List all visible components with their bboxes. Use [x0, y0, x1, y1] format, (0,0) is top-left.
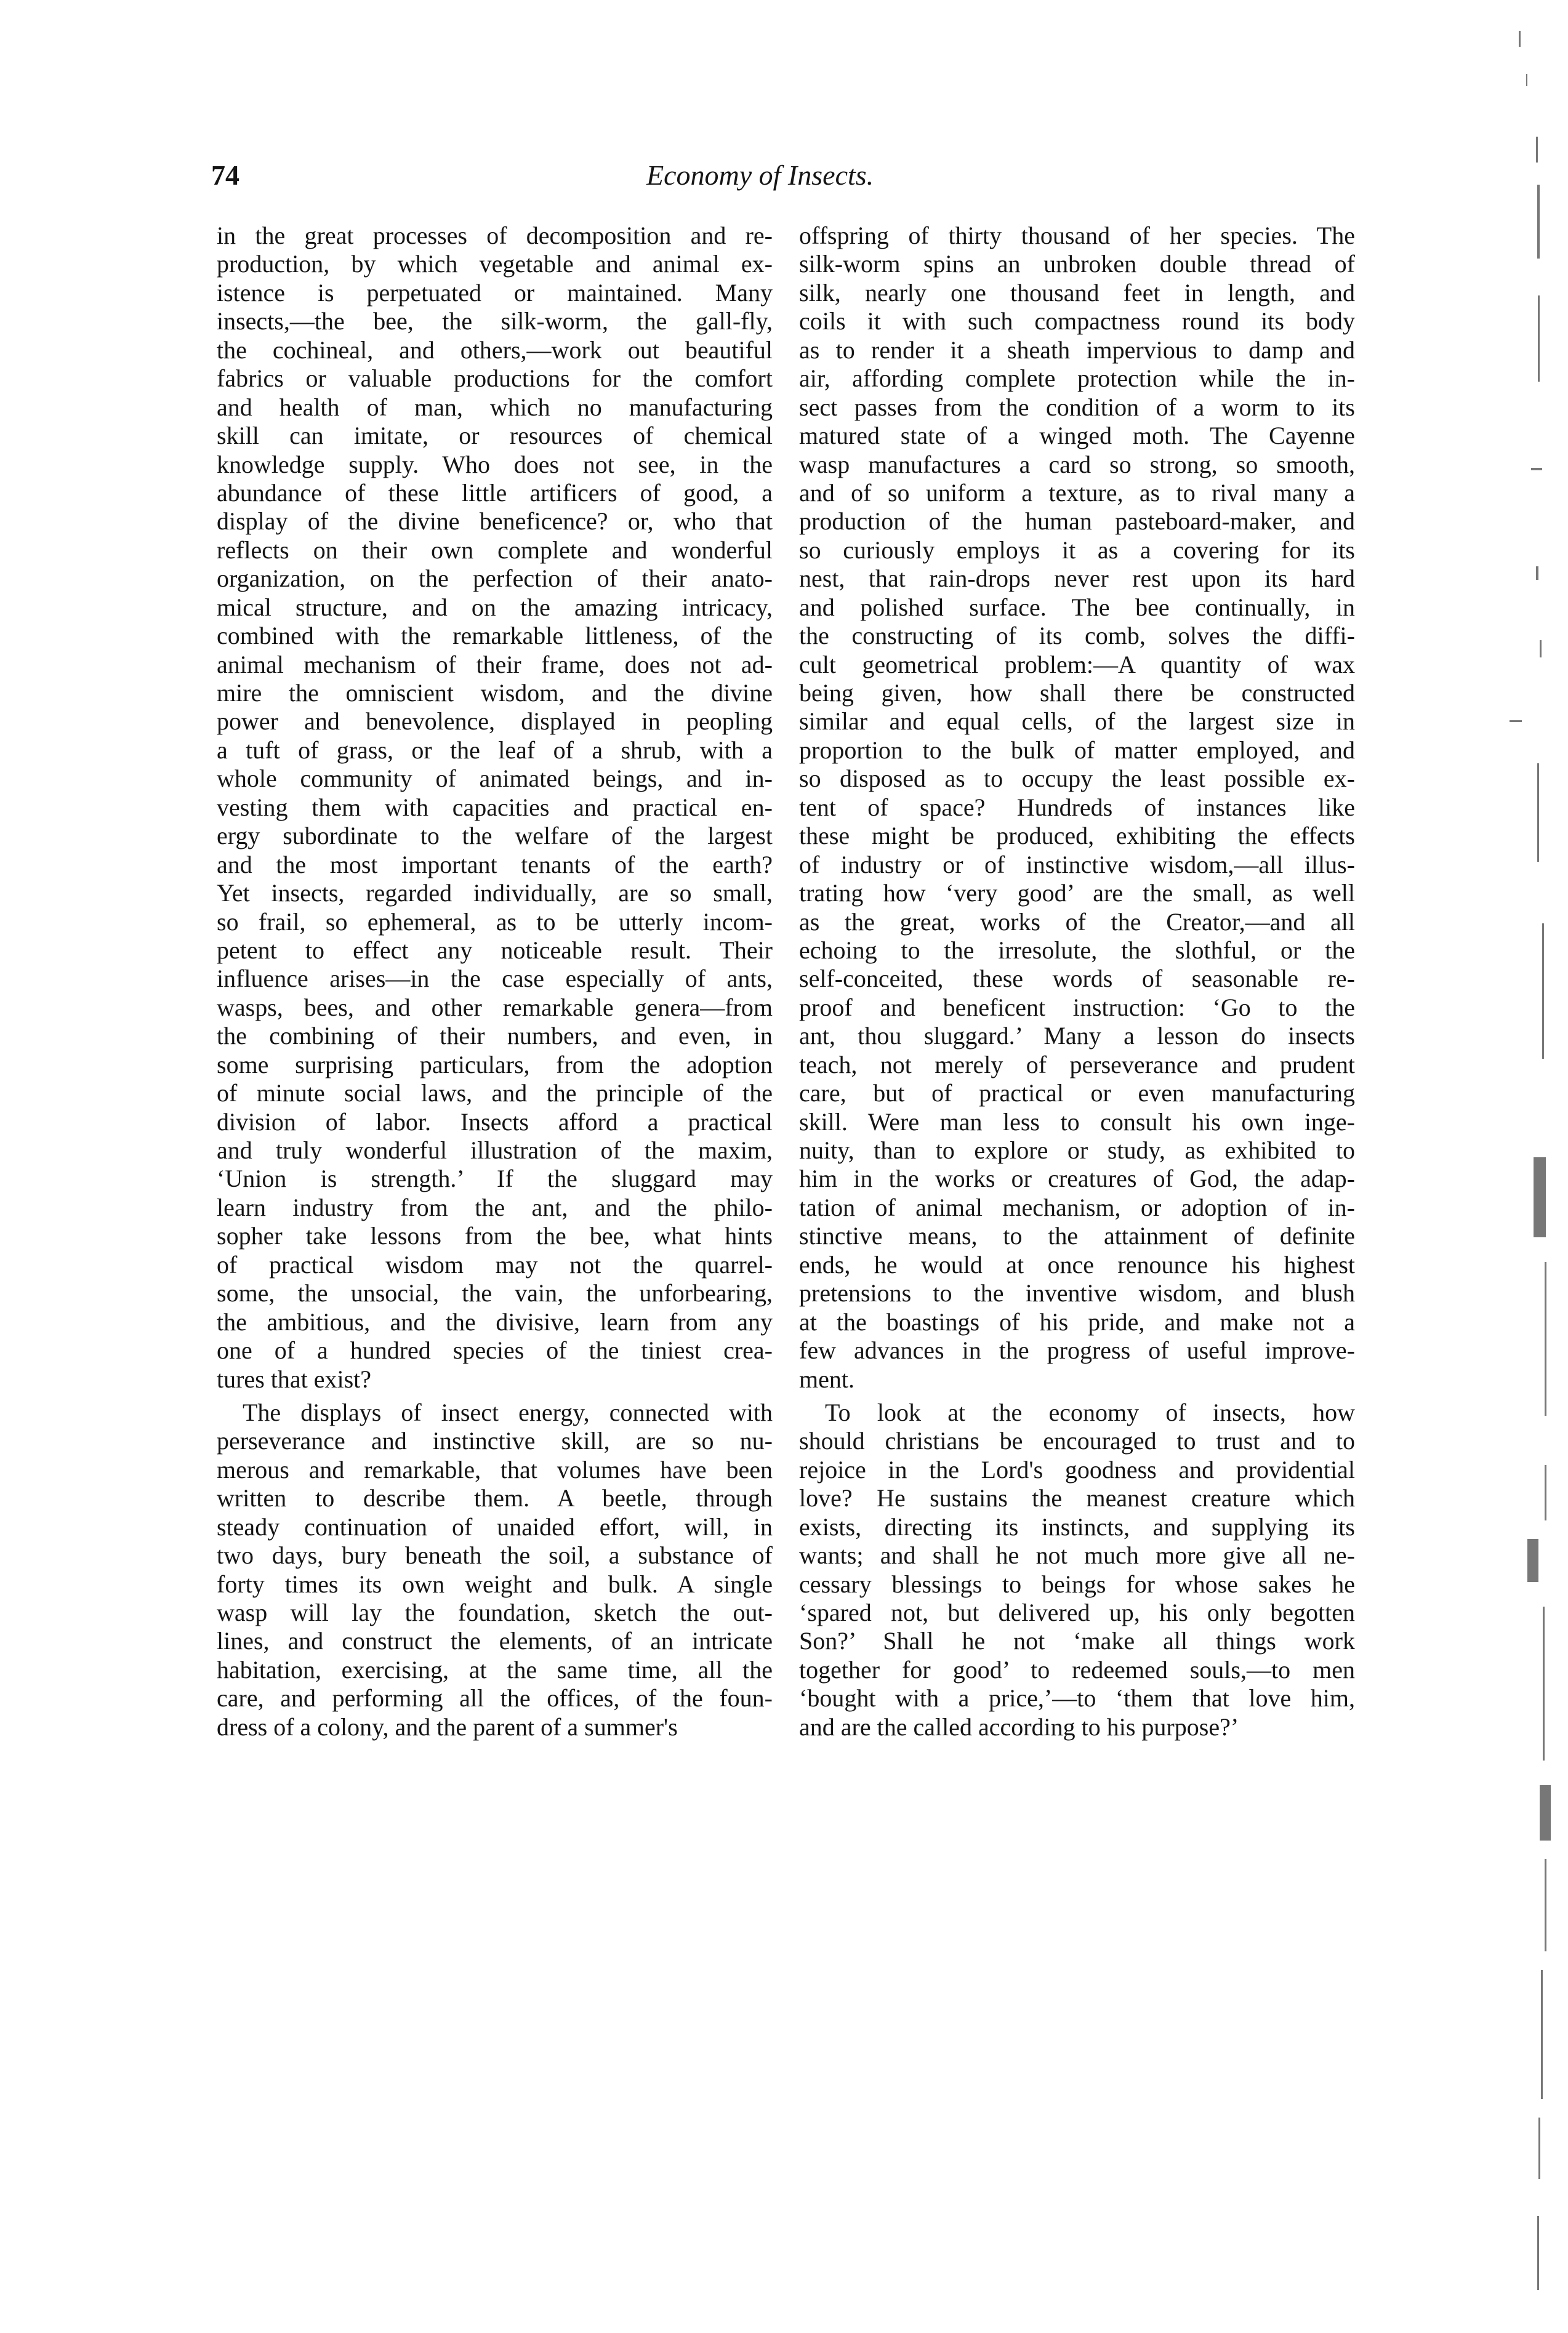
text-line: cult geometrical problem:—A quantity of wax — [799, 650, 1355, 678]
text-line: wasp will lay the foundation, sketch the out- — [217, 1599, 773, 1626]
text-line: nuity, than to explore or study, as exhibited to — [799, 1136, 1355, 1164]
text-line: ‘Union is strength.’ If the sluggard may — [217, 1165, 773, 1193]
scan-speckle-group — [1510, 31, 1551, 2290]
text-line: sopher take lessons from the bee, what hints — [217, 1222, 773, 1250]
text-line: merous and remarkable, that volumes have been — [217, 1455, 773, 1484]
text-line: The displays of insect energy, connected with — [243, 1398, 773, 1426]
text-line: similar and equal cells, of the largest size in — [799, 707, 1355, 736]
text-line: and polished surface. The bee continually, in — [799, 593, 1355, 621]
text-line: the ambitious, and the divisive, learn from any — [217, 1307, 773, 1336]
text-line: and truly wonderful illustration of the maxim, — [217, 1136, 773, 1164]
text-line: teach, not merely of perseverance and prudent — [799, 1050, 1355, 1078]
text-line: proof and beneficent instruction: ‘Go to the — [799, 993, 1355, 1021]
text-line: steady continuation of unaided effort, will, in — [217, 1512, 773, 1541]
text-line: forty times its own weight and bulk. A single — [217, 1570, 773, 1598]
text-line: so disposed as to occupy the least possible ex- — [799, 765, 1355, 793]
text-line: care, and performing all the offices, of the foun- — [217, 1684, 773, 1713]
text-line: being given, how shall there be constructed — [799, 679, 1355, 707]
running-head: Economy of Insects. — [646, 159, 874, 191]
text-line: the cochineal, and others,—work out beautiful — [217, 335, 773, 364]
text-line: power and benevolence, displayed in peopling — [217, 707, 773, 736]
text-line: combined with the remarkable littleness, of the — [217, 622, 773, 650]
text-line: vesting them with capacities and practical en- — [217, 793, 773, 821]
text-line: self-conceited, these words of seasonable re- — [799, 965, 1355, 993]
text-line: ends, he would at once renounce his highest — [799, 1250, 1355, 1279]
text-line: silk-worm spins an unbroken double thread of — [799, 250, 1355, 278]
text-line: istence is perpetuated or maintained. Many — [217, 278, 773, 307]
text-line: petent to effect any noticeable result. Their — [217, 936, 773, 964]
text-line: some surprising particulars, from the adoption — [217, 1050, 773, 1078]
text-line: habitation, exercising, at the same time, all the — [217, 1655, 773, 1684]
text-line: silk, nearly one thousand feet in length, and — [799, 278, 1355, 307]
text-line: organization, on the perfection of their anato- — [217, 564, 773, 593]
text-line: wasps, bees, and other remarkable genera—from — [217, 993, 773, 1021]
page-number: 74 — [211, 159, 239, 191]
text-line: should christians be encouraged to trust and to — [799, 1427, 1355, 1455]
text-line: Yet insects, regarded individually, are so small, — [217, 879, 773, 907]
text-line: tation of animal mechanism, or adoption of in- — [799, 1193, 1355, 1221]
text-line: ‘bought with a price,’—to ‘them that love him, — [799, 1684, 1355, 1713]
page-edge-scan-noise — [1500, 0, 1568, 2333]
text-line: air, affording complete protection while the in- — [799, 364, 1355, 393]
text-line: him in the works or creatures of God, the adap- — [799, 1165, 1355, 1193]
text-line: pretensions to the inventive wisdom, and blush — [799, 1279, 1355, 1307]
text-line: some, the unsocial, the vain, the unforbearing, — [217, 1279, 773, 1307]
text-line: offspring of thirty thousand of her species. The — [799, 222, 1355, 249]
text-line: trating how ‘very good’ are the small, as well — [799, 879, 1355, 907]
text-line: two days, bury beneath the soil, a substance of — [217, 1541, 773, 1570]
text-line: perseverance and instinctive skill, are so nu- — [217, 1427, 773, 1455]
text-line: insects,—the bee, the silk-worm, the gall-fly, — [217, 307, 773, 335]
text-line: ment. — [799, 1365, 854, 1393]
text-line: stinctive means, to the attainment of definite — [799, 1222, 1355, 1250]
text-line: as to render it a sheath impervious to damp and — [799, 335, 1355, 364]
right-text-column — [799, 222, 1355, 1741]
text-line: the constructing of its comb, solves the diffi- — [799, 622, 1355, 650]
text-line: and health of man, which no manufacturing — [217, 393, 773, 421]
text-line: in the great processes of decomposition and re- — [217, 222, 773, 249]
text-line: dress of a colony, and the parent of a summer's — [217, 1713, 678, 1741]
text-line: coils it with such compactness round its body — [799, 307, 1355, 335]
text-line: animal mechanism of their frame, does not ad- — [217, 650, 773, 678]
text-line: fabrics or valuable productions for the comfort — [217, 364, 773, 393]
text-line: rejoice in the Lord's goodness and providential — [799, 1455, 1355, 1484]
text-line: To look at the economy of insects, how — [825, 1398, 1355, 1426]
text-line: cessary blessings to beings for whose sakes he — [799, 1570, 1355, 1598]
text-line: and the most important tenants of the earth? — [217, 850, 773, 878]
text-line: as the great, works of the Creator,—and all — [799, 907, 1355, 936]
text-line: care, but of practical or even manufacturing — [799, 1079, 1355, 1107]
text-line: wasp manufactures a card so strong, so smooth, — [799, 450, 1355, 478]
text-line: of industry or of instinctive wisdom,—all illus- — [799, 850, 1355, 878]
text-line: matured state of a winged moth. The Cayenne — [799, 422, 1355, 450]
text-line: mire the omniscient wisdom, and the divine — [217, 679, 773, 707]
text-line: display of the divine beneficence? or, who that — [217, 507, 773, 536]
text-line: abundance of these little artificers of good, a — [217, 478, 773, 507]
text-line: the combining of their numbers, and even, in — [217, 1022, 773, 1050]
text-line: and of so uniform a texture, as to rival many a — [799, 478, 1355, 507]
text-line: a tuft of grass, or the leaf of a shrub, with a — [217, 736, 773, 764]
text-line: these might be produced, exhibiting the effects — [799, 822, 1355, 850]
text-line: so frail, so ephemeral, as to be utterly incom- — [217, 907, 773, 936]
text-line: learn industry from the ant, and the philo- — [217, 1193, 773, 1221]
text-line: division of labor. Insects afford a practical — [217, 1107, 773, 1136]
text-line: influence arises—in the case especially of ants, — [217, 965, 773, 993]
text-line: sect passes from the condition of a worm to its — [799, 393, 1355, 421]
text-line: ergy subordinate to the welfare of the largest — [217, 822, 773, 850]
text-line: knowledge supply. Who does not see, in the — [217, 450, 773, 478]
text-line: so curiously employs it as a covering for its — [799, 536, 1355, 564]
text-line: few advances in the progress of useful improve- — [799, 1336, 1355, 1365]
left-text-column — [217, 222, 773, 1741]
text-line: at the boastings of his pride, and make not a — [799, 1307, 1355, 1336]
text-line: nest, that rain-drops never rest upon its hard — [799, 564, 1355, 593]
text-line: and are the called according to his purpose?’ — [799, 1713, 1239, 1741]
text-line: of practical wisdom may not the quarrel- — [217, 1250, 773, 1279]
text-line: lines, and construct the elements, of an intricate — [217, 1627, 773, 1655]
text-line: production, by which vegetable and animal ex- — [217, 250, 773, 278]
text-line: tures that exist? — [217, 1365, 372, 1393]
text-line: reflects on their own complete and wonderful — [217, 536, 773, 564]
text-line: skill can imitate, or resources of chemical — [217, 422, 773, 450]
text-line: Son?’ Shall he not ‘make all things work — [799, 1627, 1355, 1655]
text-line: together for good’ to redeemed souls,—to men — [799, 1655, 1355, 1684]
text-line: proportion to the bulk of matter employed, and — [799, 736, 1355, 764]
text-line: of minute social laws, and the principle of the — [217, 1079, 773, 1107]
text-line: skill. Were man less to consult his own inge- — [799, 1107, 1355, 1136]
text-line: whole community of animated beings, and in- — [217, 765, 773, 793]
text-line: tent of space? Hundreds of instances like — [799, 793, 1355, 821]
text-line: one of a hundred species of the tiniest crea- — [217, 1336, 773, 1365]
text-line: production of the human pasteboard-maker, and — [799, 507, 1355, 536]
text-line: wants; and shall he not much more give all ne- — [799, 1541, 1355, 1570]
text-line: ‘spared not, but delivered up, his only begotten — [799, 1599, 1355, 1626]
text-line: written to describe them. A beetle, through — [217, 1484, 773, 1512]
text-line: echoing to the irresolute, the slothful, or the — [799, 936, 1355, 964]
text-line: ant, thou sluggard.’ Many a lesson do insects — [799, 1022, 1355, 1050]
text-line: mical structure, and on the amazing intricacy, — [217, 593, 773, 621]
text-line: love? He sustains the meanest creature which — [799, 1484, 1355, 1512]
text-line: exists, directing its instincts, and supplying its — [799, 1512, 1355, 1541]
